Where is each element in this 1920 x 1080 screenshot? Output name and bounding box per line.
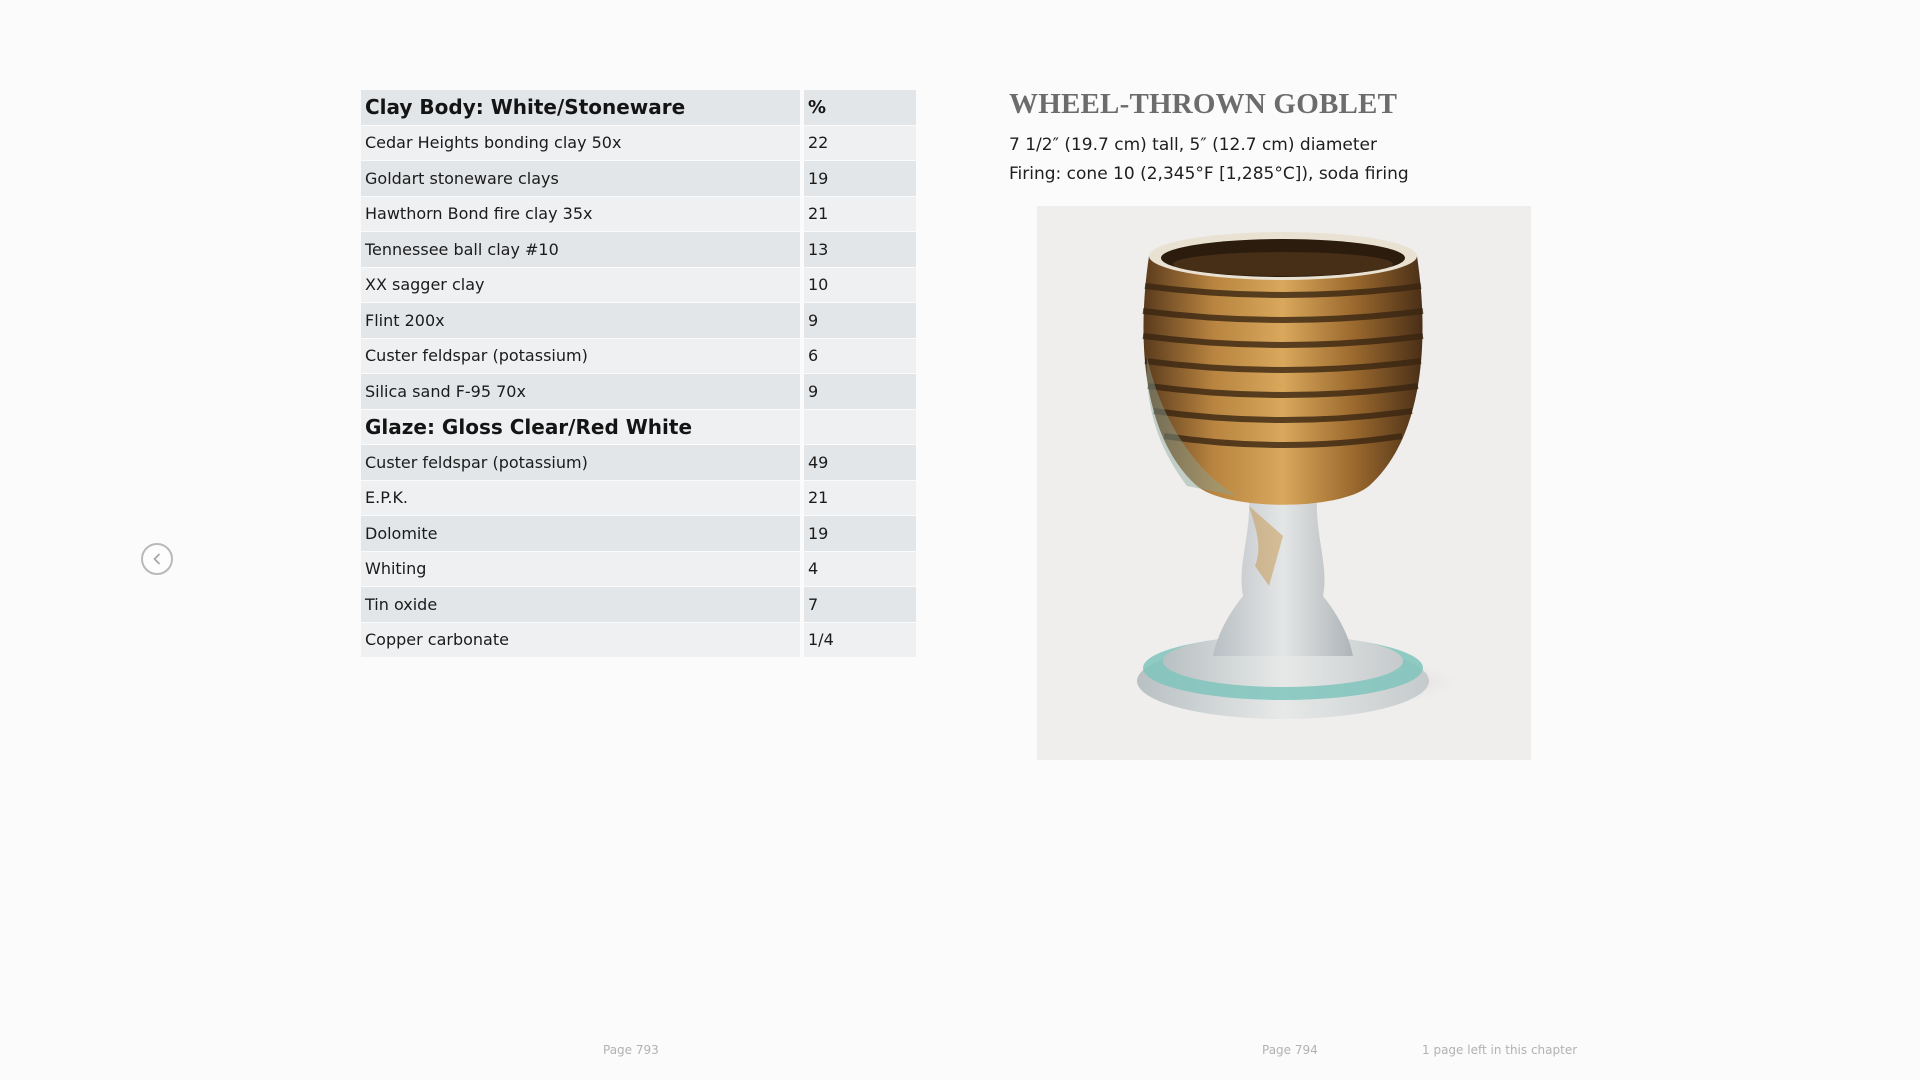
goblet-photo [1037,206,1531,760]
table-row [361,160,916,196]
ingredient-cell: Custer feldspar (potassium) [361,444,804,480]
value-cell: 22 [804,125,916,161]
ingredient-cell: Silica sand F-95 70x [361,373,804,409]
ingredient-cell: Tin oxide [361,586,804,622]
ingredient-cell: Copper carbonate [361,622,804,658]
ingredient-cell: Flint 200x [361,302,804,338]
table-row [361,231,916,267]
value-cell: 19 [804,160,916,196]
percent-column-header: % [804,90,916,125]
value-cell: 9 [804,302,916,338]
ingredient-cell: Goldart stoneware clays [361,160,804,196]
value-cell: 21 [804,480,916,516]
piece-dimensions: 7 1/2″ (19.7 cm) tall, 5″ (12.7 cm) diameter [1009,135,1377,155]
table-row [361,302,916,338]
value-cell: 6 [804,338,916,374]
value-cell: 19 [804,515,916,551]
table-row [361,622,916,658]
left-page-number: Page 793 [603,1043,659,1057]
ingredient-cell: Whiting [361,551,804,587]
ingredient-cell: Hawthorn Bond fire clay 35x [361,196,804,232]
ingredient-cell: E.P.K. [361,480,804,516]
value-cell: 1/4 [804,622,916,658]
chapter-pages-remaining: 1 page left in this chapter [1422,1043,1578,1057]
table-row [361,444,916,480]
piece-firing: Firing: cone 10 (2,345°F [1,285°C]), soda firing [1009,163,1409,184]
table-row [361,267,916,303]
glaze-heading: Glaze: Gloss Clear/Red White [361,409,804,445]
chevron-left-icon [151,553,163,565]
table-row [361,480,916,516]
table-row [361,196,916,232]
recipe-table [361,90,916,657]
value-cell: 9 [804,373,916,409]
value-cell: 7 [804,586,916,622]
table-row [361,515,916,551]
previous-page-button[interactable] [141,543,173,575]
table-row [361,373,916,409]
value-cell: 10 [804,267,916,303]
ingredient-cell: Dolomite [361,515,804,551]
piece-details [1009,131,1409,188]
table-row [361,125,916,161]
page-title: WHEEL-THROWN GOBLET [1009,88,1398,120]
ingredient-cell: Cedar Heights bonding clay 50x [361,125,804,161]
goblet-illustration [1037,206,1531,760]
value-cell: 49 [804,444,916,480]
table-row [361,338,916,374]
table-row [361,586,916,622]
value-cell: 4 [804,551,916,587]
clay-body-heading: Clay Body: White/Stoneware [361,90,804,125]
ingredient-cell: Tennessee ball clay #10 [361,231,804,267]
table-row [361,551,916,587]
right-page-number: Page 794 [1262,1043,1318,1057]
value-cell [804,409,916,445]
ingredient-cell: Custer feldspar (potassium) [361,338,804,374]
value-cell: 13 [804,231,916,267]
table-section-heading [361,409,916,445]
table-section-heading [361,90,916,125]
value-cell: 21 [804,196,916,232]
ingredient-cell: XX sagger clay [361,267,804,303]
